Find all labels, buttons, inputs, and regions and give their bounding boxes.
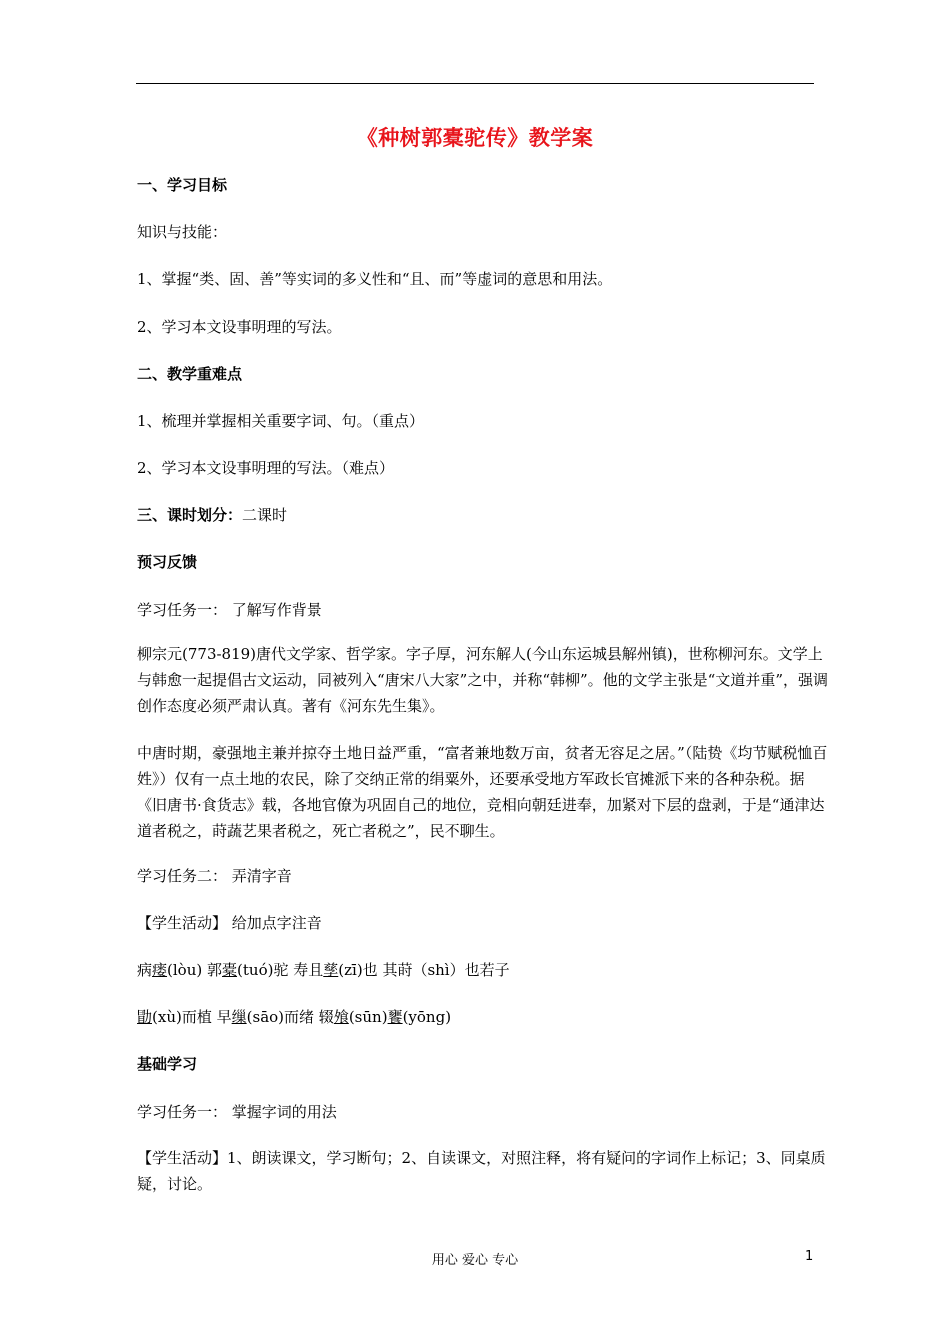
- pinyin-annotation: (sāo): [246, 1008, 285, 1026]
- dotted-character: 瘘: [152, 961, 168, 979]
- basic-task-1: 学习任务一： 掌握字词的用法: [137, 1103, 337, 1121]
- dotted-character: 飧: [333, 1008, 349, 1026]
- footer-motto: 用心 爱心 专心: [431, 1253, 519, 1268]
- dotted-character: 橐: [222, 961, 238, 979]
- pinyin-line-1: [137, 960, 510, 980]
- keypoint-item-2: 2、学习本文设事明理的写法。（难点）: [137, 459, 395, 477]
- section-heading-keypoints: 二、教学重难点: [137, 365, 243, 383]
- text-segment: 而植 早: [181, 1008, 232, 1026]
- activity-label: 【学生活动】: [137, 1149, 228, 1167]
- text-segment: 郭: [202, 961, 223, 979]
- dotted-character: 缫: [231, 1008, 247, 1026]
- basic-activity-paragraph: [137, 1145, 829, 1197]
- pinyin-annotation: (yōng): [402, 1008, 452, 1026]
- text-segment: 病: [137, 961, 153, 979]
- page-number: 1: [805, 1249, 814, 1264]
- section-heading-basic: 基础学习: [137, 1055, 198, 1073]
- activity-text: 1、朗读课文，学习断句；2、自读课文，对照注释，将有疑问的字词作上标记；3、同桌质疑，讨论。: [137, 1149, 826, 1193]
- header-rule: [136, 83, 814, 84]
- goal-item-1: 1、掌握“类、固、善”等实词的多义性和“且、而”等虚词的意思和用法。: [137, 270, 613, 288]
- text-segment: 也 其莳（shì）也若子: [362, 961, 510, 979]
- pinyin-annotation: (sūn): [348, 1008, 388, 1026]
- preview-task-1: 学习任务一： 了解写作背景: [137, 601, 322, 619]
- subheading-knowledge: 知识与技能：: [137, 223, 228, 241]
- keypoint-item-1: 1、梳理并掌握相关重要字词、句。（重点）: [137, 412, 425, 430]
- preview-task-2: 学习任务二： 弄清字音: [137, 867, 292, 885]
- schedule-label: 三、课时划分：: [137, 506, 243, 524]
- schedule-value: 二课时: [242, 506, 288, 524]
- section-heading-goals: 一、学习目标: [137, 176, 228, 194]
- page-title: 《种树郭橐驼传》教学案: [356, 126, 594, 150]
- student-activity-pinyin: 【学生活动】 给加点字注音: [137, 914, 322, 932]
- background-paragraph-1: 柳宗元(773-819)唐代文学家、哲学家。字子厚，河东解人(今山东运城县解州镇)，世称柳河东。文学上与韩愈一起提倡古文运动，同被列入“唐宋八大家”之中，并称“韩柳”。他的文学主张是“文道并重”，强调创作态度必须严肃认真。著有《河东先生集》。: [137, 645, 829, 715]
- pinyin-annotation: (tuó): [237, 961, 274, 979]
- section-heading-preview: 预习反馈: [137, 553, 198, 571]
- dotted-character: 孳: [323, 961, 339, 979]
- section-schedule: [137, 505, 287, 525]
- dotted-character: 勖: [137, 1008, 153, 1026]
- text-segment: 驼 寿且: [273, 961, 324, 979]
- pinyin-annotation: (xù): [152, 1008, 182, 1026]
- text-segment: 而绪 辍: [284, 1008, 334, 1026]
- dotted-character: 饔: [387, 1008, 403, 1026]
- pinyin-line-2: [137, 1007, 451, 1027]
- pinyin-annotation: (zī): [338, 961, 363, 979]
- background-paragraph-2: 中唐时期，豪强地主兼并掠夺土地日益严重，“富者兼地数万亩，贫者无容足之居。”（陆贽《均节赋税恤百姓》）仅有一点土地的农民，除了交纳正常的绢粟外，还要承受地方军政长官摊派下来的各种杂税。据《旧唐书·食货志》载，各地官僚为巩固自己的地位，竞相向朝廷进奉，加紧对下层的盘剥，于是“通津达道者税之，莳蔬艺果者税之，死亡者税之”，民不聊生。: [137, 744, 828, 840]
- goal-item-2: 2、学习本文设事明理的写法。: [137, 318, 342, 336]
- pinyin-annotation: (lòu): [167, 961, 203, 979]
